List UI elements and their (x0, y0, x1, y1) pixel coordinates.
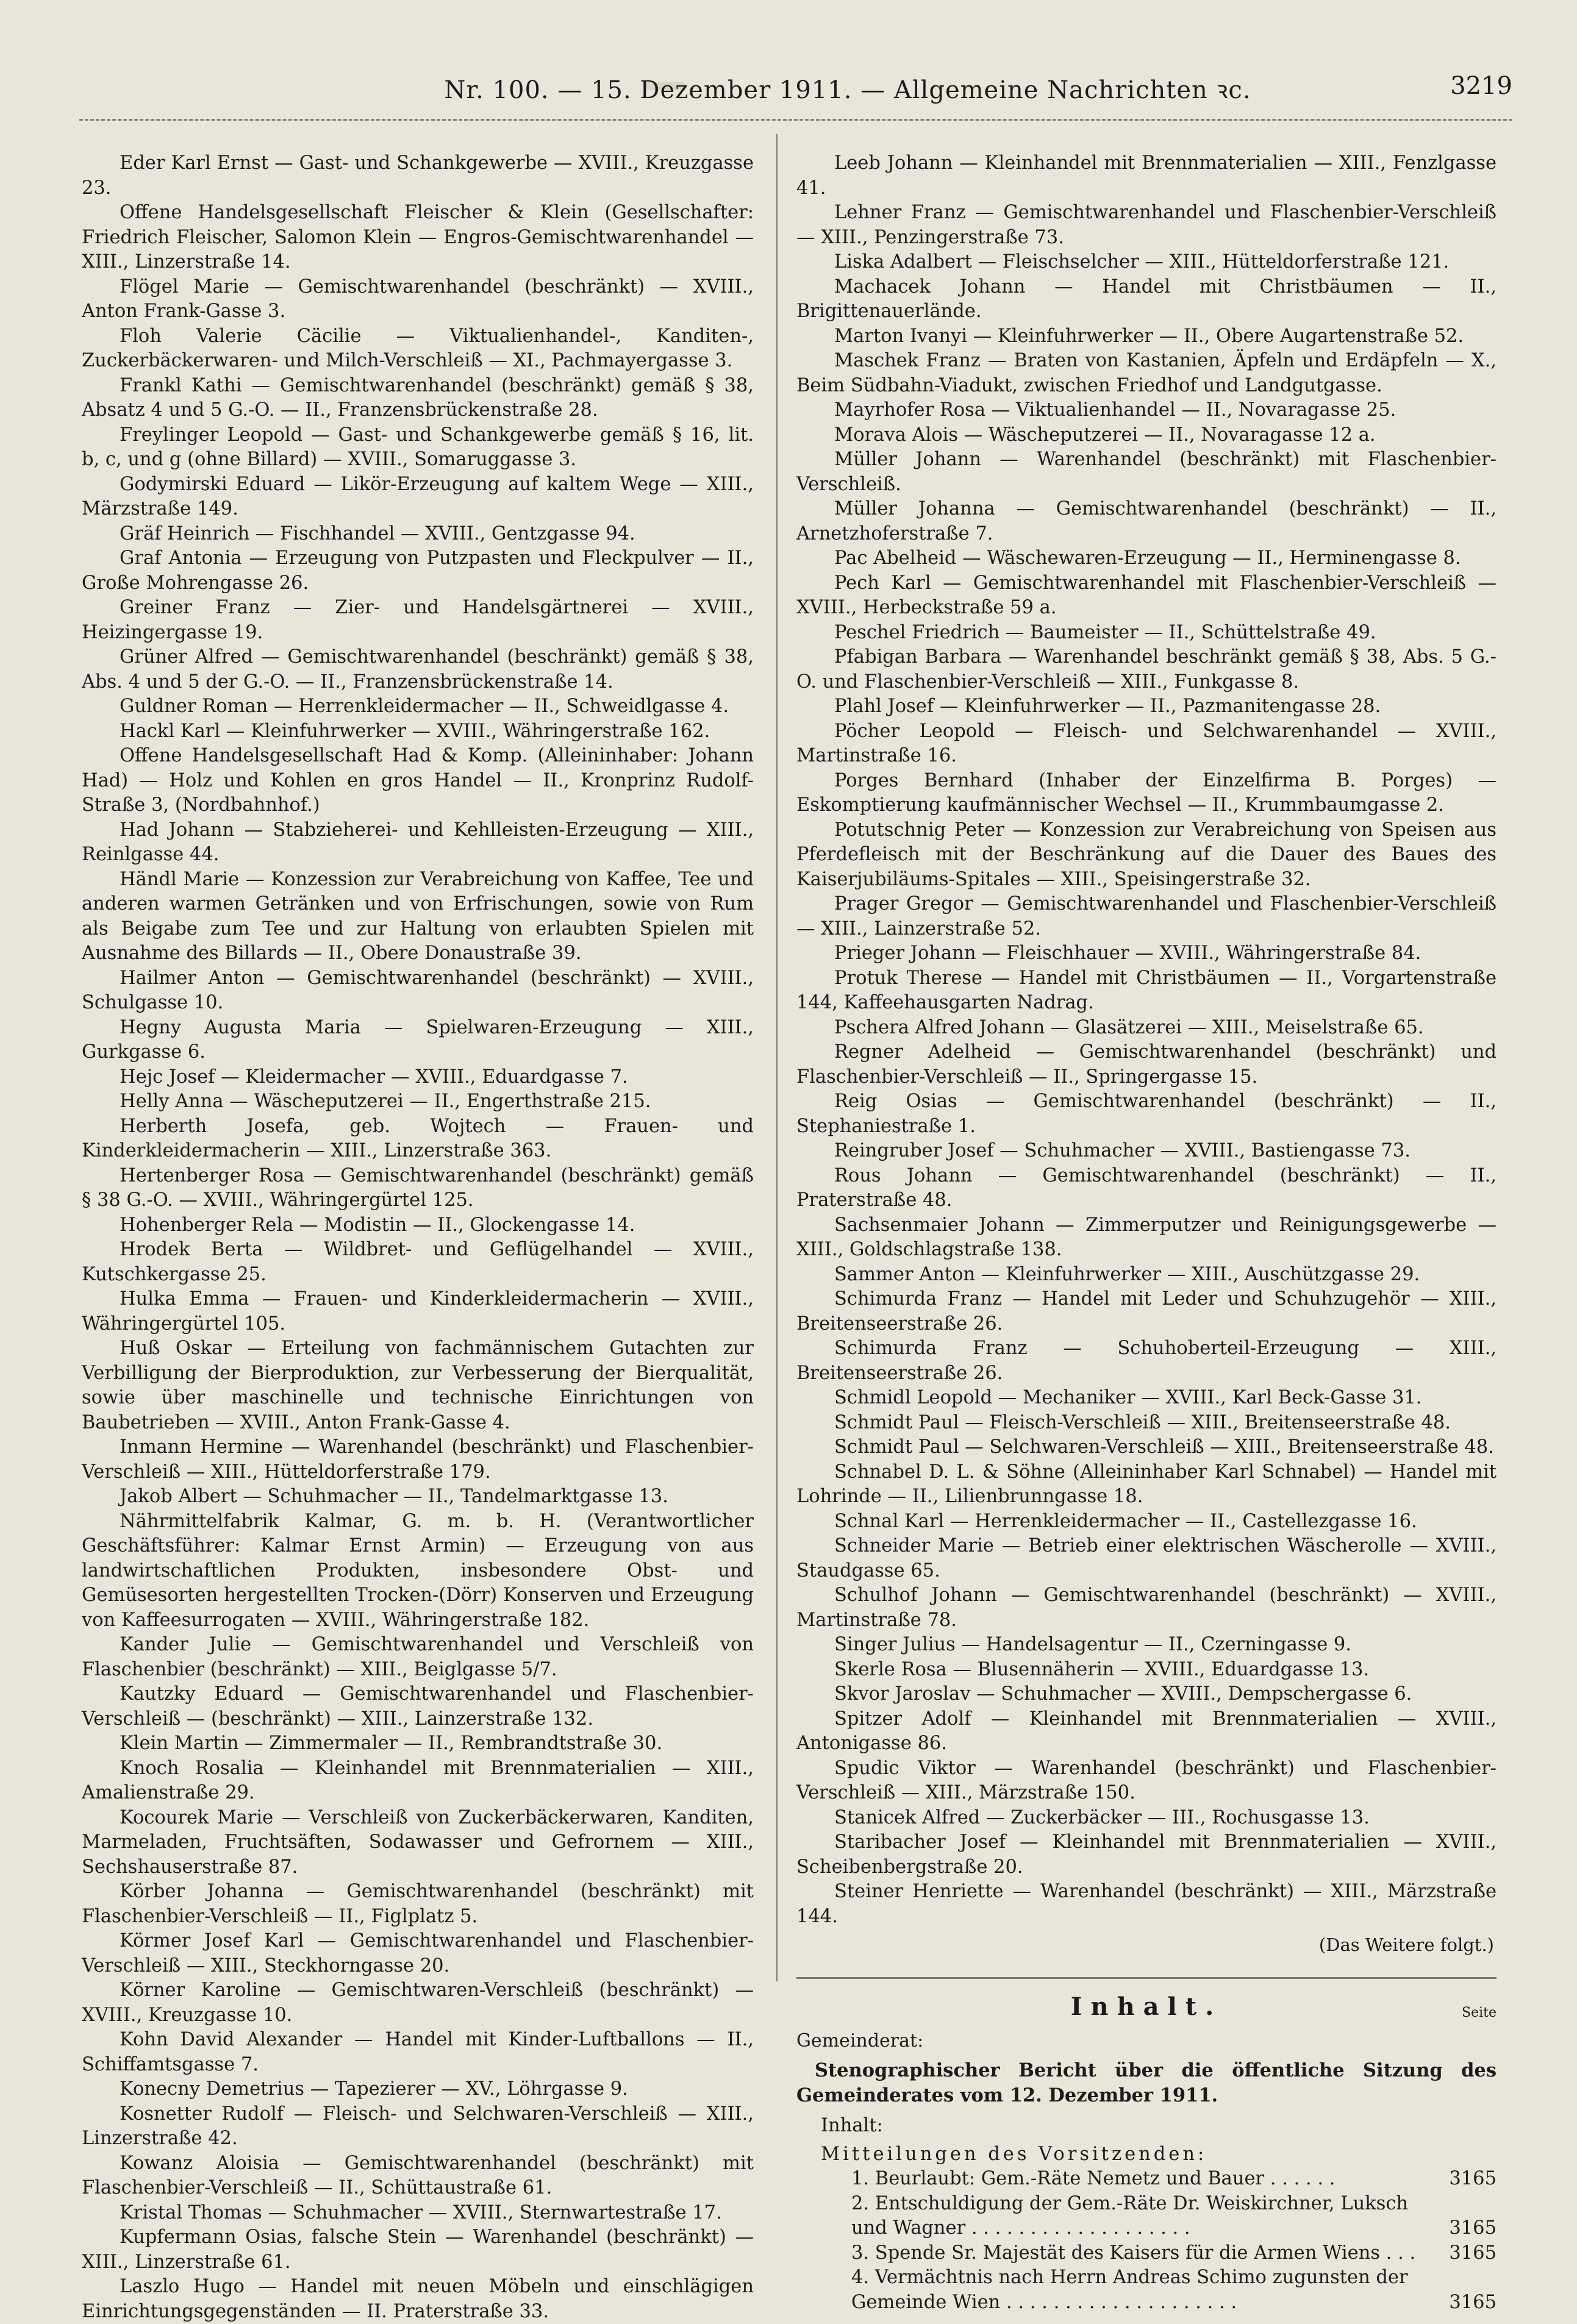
list-item: Guldner Roman — Herrenkleidermacher — II., Schweidlgasse 4. (120, 696, 729, 717)
list-item: Kowanz Aloisia — Gemischtwarenhandel (beschränkt) mit Flaschenbier-Verschleiß — II., Schüttaustraße 61. (82, 2152, 754, 2198)
page-header (0, 72, 1577, 115)
list-item: Konecny Demetrius — Tapezierer — XV., Löhrgasse 9. (120, 2078, 628, 2100)
list-item: Herberth Josefa, geb. Wojtech — Frauen- und Kinderkleidermacherin — XIII., Linzerstraße 363. (82, 1115, 754, 1161)
list-item: Schneider Marie — Betrieb einer elektrischen Wäscherolle — XVIII., Staudgasse 65. (796, 1535, 1497, 1581)
list-item: Körner Karoline — Gemischtwaren-Verschleiß (beschränkt) — XVIII., Kreuzgasse 10. (82, 1980, 754, 2026)
list-item: Kosnetter Rudolf — Fleisch- und Selchwaren-Verschleiß — XIII., Linzerstraße 42. (82, 2103, 754, 2149)
list-item: Steiner Henriette — Warenhandel (beschränkt) — XIII., Märzstraße 144. (796, 1881, 1497, 1927)
list-item: Marton Ivanyi — Kleinfuhrwerker — II., Obere Augartenstraße 52. (834, 325, 1464, 347)
list-item: Pöcher Leopold — Fleisch- und Selchwarenhandel — XVIII., Martinstraße 16. (796, 720, 1497, 766)
list-item: Frankl Kathi — Gemischtwarenhandel (beschränkt) gemäß § 38, Absatz 4 und 5 G.-O. — II., Franzensbrückenstraße 28. (82, 374, 754, 421)
list-item: Hejc Josef — Kleidermacher — XVIII., Eduardgasse 7. (120, 1066, 628, 1088)
list-item: Körmer Josef Karl — Gemischtwarenhandel und Flaschenbier-Verschleiß — XIII., Steckhorngasse 20. (82, 1930, 754, 1976)
list-item: Kupfermann Osias, falsche Stein — Warenhandel (beschränkt) — XIII., Linzerstraße 61. (82, 2226, 754, 2273)
list-item: Skerle Rosa — Blusennäherin — XVIII., Eduardgasse 13. (834, 1658, 1370, 1680)
list-item: Sammer Anton — Kleinfuhrwerker — XIII., Auschützgasse 29. (834, 1263, 1420, 1285)
list-item: Spudic Viktor — Warenhandel (beschränkt) und Flaschenbier-Verschleiß — XIII., Märzstraße 150. (796, 1757, 1497, 1803)
table-of-contents (796, 1992, 1497, 2315)
right-column-entries (796, 151, 1497, 1929)
header-rule (79, 119, 1512, 121)
toc-item-text: 1. Beurlaubt: Gem.-Räte Nemetz und Bauer . . . . . . (851, 2168, 1336, 2189)
list-item: Morava Alois — Wäscheputzerei — II., Novaragasse 12 a. (834, 424, 1376, 446)
list-item: Porges Bernhard (Inhaber der Einzelfirma B. Porges) — Eskomptierung kaufmännischer Wechsel — II., Krummbaumgasse 2. (796, 769, 1497, 816)
list-item: Schimurda Franz — Schuhoberteil-Erzeugung — XIII., Breitenseerstraße 26. (796, 1338, 1497, 1384)
page-number: 3219 (1450, 72, 1512, 100)
list-item: Offene Handelsgesellschaft Had & Komp. (Alleininhaber: Johann Had) — Holz und Kohlen en gros Handel — II., Kronprinz Rudolf-Straße 3, (Nordbahnhof.) (82, 745, 754, 816)
section-separator (796, 1977, 1497, 1979)
toc-section-label: Gemeinderat: (796, 2030, 924, 2051)
list-item: Potutschnig Peter — Konzession zur Verabreichung von Speisen aus Pferdefleisch mit der Beschränkung auf die Dauer des Baues des Kaiserjubiläums-Spitales — XIII., Speisingerstraße 32. (796, 819, 1497, 890)
toc-item-page: 3165 (1449, 2168, 1497, 2189)
toc-item-page: 3165 (1449, 2291, 1497, 2313)
list-item: Schmidl Leopold — Mechaniker — XVIII., Karl Beck-Gasse 31. (834, 1387, 1422, 1408)
toc-report-title: Stenographischer Bericht über die öffentliche Sitzung des Gemeinderates vom 12. Dezember 1911. (796, 2059, 1497, 2106)
list-item: Grüner Alfred — Gemischtwarenhandel (beschränkt) gemäß § 38, Abs. 4 und 5 der G.-O. — II., Franzensbrückenstraße 14. (82, 646, 754, 693)
list-item: Mayrhofer Rosa — Viktualienhandel — II., Novaragasse 25. (834, 399, 1396, 421)
left-column (82, 151, 754, 2324)
toc-title: Inhalt. (1070, 1992, 1223, 2021)
list-item: Had Johann — Stabzieherei- und Kehlleisten-Erzeugung — XIII., Reinlgasse 44. (82, 819, 754, 865)
list-item: Laszlo Hugo — Handel mit neuen Möbeln und einschlägigen Einrichtungsgegenständen — II. Praterstraße 33. (82, 2276, 754, 2322)
list-item: Protuk Therese — Handel mit Christbäumen — II., Vorgartenstraße 144, Kaffeehausgarten Nadrag. (796, 967, 1497, 1013)
list-item: Schnal Karl — Herrenkleidermacher — II., Castellezgasse 16. (834, 1510, 1417, 1532)
list-item: Flögel Marie — Gemischtwarenhandel (beschränkt) — XVIII., Anton Frank-Gasse 3. (82, 276, 754, 322)
list-item: Körber Johanna — Gemischtwarenhandel (beschränkt) mit Flaschenbier-Verschleiß — II., Figlplatz 5. (82, 1881, 754, 1927)
toc-item-page: 3165 (1449, 2242, 1497, 2264)
list-item: Knoch Rosalia — Kleinhandel mit Brennmaterialien — XIII., Amalienstraße 29. (82, 1757, 754, 1803)
list-item: Jakob Albert — Schuhmacher — II., Tandelmarktgasse 13. (120, 1486, 668, 1507)
list-item: Offene Handelsgesellschaft Fleischer & Klein (Gesellschafter: Friedrich Fleischer, Salomon Klein — Engros-Gemischtwarenhandel — XIII., Linzerstraße 14. (82, 202, 754, 273)
toc-item-text: 2. Entschuldigung der Gem.-Räte Dr. Weiskirchner, Luksch und Wagner . . . . . . . . . . . . . . . . . . . (851, 2192, 1409, 2239)
toc-item (851, 2192, 1497, 2241)
list-item: Prieger Johann — Fleischhauer — XVIII., Währingerstraße 84. (834, 943, 1421, 964)
list-item: Spitzer Adolf — Kleinhandel mit Brennmaterialien — XVIII., Antonigasse 86. (796, 1708, 1497, 1754)
list-item: Hulka Emma — Frauen- und Kinderkleidermacherin — XVIII., Währingergürtel 105. (82, 1288, 754, 1335)
list-item: Helly Anna — Wäscheputzerei — II., Engerthstraße 215. (120, 1091, 651, 1112)
continuation-note: (Das Weitere folgt.) (1318, 1934, 1494, 1955)
list-item: Rous Johann — Gemischtwarenhandel (beschränkt) — II., Praterstraße 48. (796, 1164, 1497, 1211)
list-item: Floh Valerie Cäcilie — Viktualienhandel-, Kanditen-, Zuckerbäckerwaren- und Milch-Verschleiß — XI., Pachmayergasse 3. (82, 325, 754, 371)
list-item: Plahl Josef — Kleinfuhrwerker — II., Pazmanitengasse 28. (834, 696, 1381, 717)
list-item: Händl Marie — Konzession zur Verabreichung von Kaffee, Tee und anderen warmen Getränken und von Erfrischungen, sowie von Rum als Beigabe zum Tee und zur Haltung von erlaubten Spielen mit Ausnahme des Billards — II., Obere Donaustraße 39. (82, 868, 754, 964)
toc-inhalt-label: Inhalt: (821, 2115, 883, 2136)
list-item: Reingruber Josef — Schuhmacher — XVIII., Bastiengasse 73. (834, 1140, 1411, 1161)
list-item: Klein Martin — Zimmermaler — II., Rembrandtstraße 30. (120, 1733, 663, 1754)
toc-header (796, 1992, 1497, 2025)
list-item: Kohn David Alexander — Handel mit Kinder-Luftballons — II., Schiffamtsgasse 7. (82, 2029, 754, 2075)
column-divider (776, 134, 778, 1981)
list-item: Prager Gregor — Gemischtwarenhandel und Flaschenbier-Verschleiß — XIII., Lainzerstraße 52. (796, 893, 1497, 939)
list-item: Müller Johann — Warenhandel (beschränkt) mit Flaschenbier-Verschleiß. (796, 449, 1497, 495)
list-item: Müller Johanna — Gemischtwarenhandel (beschränkt) — II., Arnetzhoferstraße 7. (796, 498, 1497, 544)
list-item: Liska Adalbert — Fleischselcher — XIII., Hütteldorferstraße 121. (834, 251, 1450, 273)
list-item: Gräf Heinrich — Fischhandel — XVIII., Gentzgasse 94. (120, 522, 635, 544)
toc-item (851, 2265, 1497, 2315)
list-item: Pschera Alfred Johann — Glasätzerei — XIII., Meiselstraße 65. (834, 1016, 1424, 1038)
list-item: Peschel Friedrich — Baumeister — II., Schüttelstraße 49. (834, 621, 1376, 643)
toc-item (851, 2167, 1497, 2192)
list-item: Hohenberger Rela — Modistin — II., Glockengasse 14. (120, 1214, 635, 1236)
list-item: Pfabigan Barbara — Warenhandel beschränkt gemäß § 38, Abs. 5 G.-O. und Flaschenbier-Verschleiß — XIII., Funkgasse 8. (796, 646, 1497, 693)
list-item: Schulhof Johann — Gemischtwarenhandel (beschränkt) — XVIII., Martinstraße 78. (796, 1584, 1497, 1631)
list-item: Schmidt Paul — Selchwaren-Verschleiß — XIII., Breitenseerstraße 48. (834, 1436, 1494, 1458)
list-item: Freylinger Leopold — Gast- und Schankgewerbe gemäß § 16, lit. b, c, und g (ohne Billard) — XVIII., Somaruggasse 3. (82, 424, 754, 470)
list-item: Kautzky Eduard — Gemischtwarenhandel und Flaschenbier-Verschleiß — (beschränkt) — XIII., Lainzerstraße 132. (82, 1683, 754, 1730)
list-item: Schnabel D. L. & Söhne (Alleininhaber Karl Schnabel) — Handel mit Lohrinde — II., Lilienbrunngasse 18. (796, 1461, 1497, 1507)
list-item: Kander Julie — Gemischtwarenhandel und Verschleiß von Flaschenbier (beschränkt) — XIII., Beiglgasse 5/7. (82, 1634, 754, 1680)
toc-item (851, 2241, 1497, 2266)
list-item: Skvor Jaroslav — Schuhmacher — XVIII., Dempschergasse 6. (834, 1683, 1412, 1705)
toc-mitteilungen-label: Mitteilungen des Vorsitzenden: (821, 2143, 1207, 2165)
list-item: Singer Julius — Handelsagentur — II., Czerningasse 9. (834, 1634, 1351, 1655)
list-item: Eder Karl Ernst — Gast- und Schankgewerbe — XVIII., Kreuzgasse 23. (82, 152, 754, 199)
toc-item-text: 4. Vermächtnis nach Herrn Andreas Schimo zugunsten der Gemeinde Wien . . . . . . . . . . . . . . . . . . . . (851, 2267, 1408, 2313)
list-item: Schmidt Paul — Fleisch-Verschleiß — XIII., Breitenseerstraße 48. (834, 1411, 1451, 1433)
list-item: Staribacher Josef — Kleinhandel mit Brennmaterialien — XVIII., Scheibenbergstraße 20. (796, 1831, 1497, 1878)
list-item: Sachsenmaier Johann — Zimmerputzer und Reinigungsgewerbe — XIII., Goldschlagstraße 138. (796, 1214, 1497, 1260)
list-item: Pac Abelheid — Wäschewaren-Erzeugung — II., Herminengasse 8. (834, 547, 1461, 569)
list-item: Maschek Franz — Braten von Kastanien, Äpfeln und Erdäpfeln — X., Beim Südbahn-Viadukt, zwischen Friedhof und Landgutgasse. (796, 350, 1497, 396)
list-item: Inmann Hermine — Warenhandel (beschränkt) und Flaschenbier-Verschleiß — XIII., Hütteldorferstraße 179. (82, 1436, 754, 1483)
list-item: Kristal Thomas — Schuhmacher — XVIII., Sternwartestraße 17. (120, 2201, 722, 2223)
list-item: Stanicek Alfred — Zuckerbäcker — III., Rochusgasse 13. (834, 1806, 1370, 1828)
list-item: Hackl Karl — Kleinfuhrwerker — XVIII., Währingerstraße 162. (120, 720, 710, 742)
right-column (796, 151, 1497, 2315)
list-item: Machacek Johann — Handel mit Christbäumen — II., Brigittenauerlände. (796, 276, 1497, 322)
list-item: Hertenberger Rosa — Gemischtwarenhandel (beschränkt) gemäß § 38 G.-O. — XVIII., Währingergürtel 125. (82, 1164, 754, 1211)
running-title: Nr. 100. — 15. Dezember 1911. — Allgemeine Nachrichten ꝛc. (444, 76, 1251, 104)
list-item: Hailmer Anton — Gemischtwarenhandel (beschränkt) — XVIII., Schulgasse 10. (82, 967, 754, 1013)
list-item: Hegny Augusta Maria — Spielwaren-Erzeugung — XIII., Gurkgasse 6. (82, 1016, 754, 1063)
toc-items (796, 2167, 1497, 2315)
list-item: Reig Osias — Gemischtwarenhandel (beschränkt) — II., Stephaniestraße 1. (796, 1091, 1497, 1137)
list-item: Graf Antonia — Erzeugung von Putzpasten und Fleckpulver — II., Große Mohrengasse 26. (82, 547, 754, 594)
list-item: Schimurda Franz — Handel mit Leder und Schuhzugehör — XIII., Breitenseerstraße 26. (796, 1288, 1497, 1335)
list-item: Nährmittelfabrik Kalmar, G. m. b. H. (Verantwortlicher Geschäftsführer: Kalmar Ernst Armin) — Erzeugung von aus landwirtschaftlichen Produkten, insbesondere Obst- und Gemüsesorten hergestellten Trocken-(Dörr) Konserven und Erzeugung von Kaffeesurrogaten — XVIII., Währingerstraße 182. (82, 1510, 754, 1631)
toc-item-text: 3. Spende Sr. Majestät des Kaisers für die Armen Wiens . . . (851, 2242, 1416, 2264)
list-item: Godymirski Eduard — Likör-Erzeugung auf kaltem Wege — XIII., Märzstraße 149. (82, 473, 754, 519)
list-item: Greiner Franz — Zier- und Handelsgärtnerei — XVIII., Heizingergasse 19. (82, 597, 754, 643)
list-item: Kocourek Marie — Verschleiß von Zuckerbäckerwaren, Kanditen, Marmeladen, Fruchtsäften, Sodawasser und Gefrornem — XIII., Sechshauserstraße 87. (82, 1806, 754, 1878)
list-item: Lehner Franz — Gemischtwarenhandel und Flaschenbier-Verschleiß — XIII., Penzingerstraße 73. (796, 202, 1497, 248)
list-item: Hrodek Berta — Wildbret- und Geflügelhandel — XVIII., Kutschkergasse 25. (82, 1239, 754, 1285)
list-item: Regner Adelheid — Gemischtwarenhandel (beschränkt) und Flaschenbier-Verschleiß — II., Springergasse 15. (796, 1041, 1497, 1088)
toc-item-page: 3165 (1449, 2217, 1497, 2239)
list-item: Pech Karl — Gemischtwarenhandel mit Flaschenbier-Verschleiß — XVIII., Herbeckstraße 59 a. (796, 572, 1497, 618)
toc-seite-label: Seite (1462, 2005, 1497, 2020)
list-item: Huß Oskar — Erteilung von fachmännischem Gutachten zur Verbilligung der Bierproduktion, zur Verbesserung der Bierqualität, sowie über maschinelle und technische Einrichtungen von Baubetrieben — XVIII., Anton Frank-Gasse 4. (82, 1338, 754, 1433)
list-item: Leeb Johann — Kleinhandel mit Brennmaterialien — XIII., Fenzlgasse 41. (796, 152, 1497, 199)
